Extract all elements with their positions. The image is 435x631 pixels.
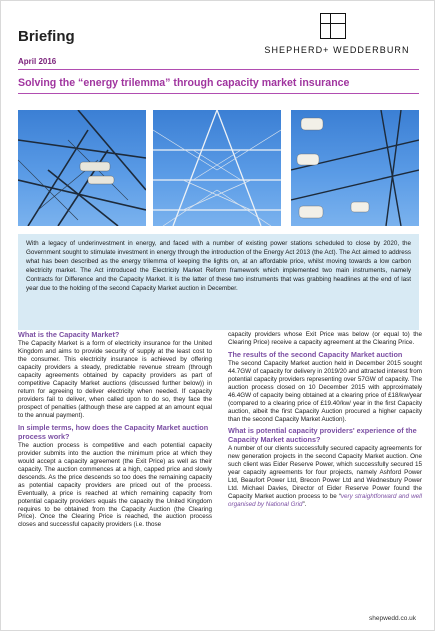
publication-date: April 2016 (18, 57, 57, 66)
photo-lattice-pylon (153, 110, 281, 226)
heading-second-auction-results: The results of the second Capacity Market auction (228, 349, 403, 359)
paragraph-capacity-market: The Capacity Market is a form of electricity insurance for the United Kingdom and aims to provide security of supply at the least cost to the consumer. This electricity insurance is achieved by offering capacity providers a steady, predictable revenue stream (through capacity agreements obtained by capacity providers as part of competitive Capacity Market auctions (discussed further below)) in return for agreeing to deliver electricity when needed. If capacity providers fail to deliver, when called upon to do so, they face the prospect of penalties (although these are capped at an amount equal to the annual payment). (18, 340, 212, 419)
firm-logo-text: SHEPHERD+ WEDDERBURN (264, 45, 410, 55)
website-link[interactable]: shepwedd.co.uk (369, 615, 416, 622)
heading-auction-process: In simple terms, how does the Capacity Market auction process work? (18, 423, 209, 441)
client-quote: very straightforward and well organised by National Grid (228, 492, 422, 508)
heading-what-is-capacity-market: What is the Capacity Market? (18, 330, 120, 339)
headline: Solving the “energy trilemma” through capacity market insurance (18, 77, 350, 89)
heading-provider-experience: What is potential capacity providers' experience of the Capacity Market auctions? (228, 426, 417, 444)
firm-logo-mark (320, 13, 346, 39)
paragraph-second-auction-results: The second Capacity Market auction held in December 2015 sought 44.7GW of capacity for delivery in 2019/20 and attracted interest from potential capacity providers representing over 57GW of capacity. The auction process closed on 10 December 2015 with approximately 46.4GW of capacity being obtained at a clearing price of £18/kw/year (compared to a clearing price of £19.40/kw/ year in the first Capacity auction, albeit the first Capacity Auction procured a higher capacity than the second Capacity Market Auction). (228, 360, 422, 423)
paragraph-clearing-price: capacity providers whose Exit Price was below (or equal to) the Clearing Price) receive a capacity agreement at the Clearing Price. (228, 331, 422, 346)
left-column (18, 331, 212, 529)
quote-end: ”. (302, 500, 307, 508)
right-column (228, 331, 422, 509)
photo-pylon-insulators (18, 110, 146, 226)
photo-insulator-strings (291, 110, 419, 226)
briefing-label: Briefing (18, 28, 75, 45)
intro-summary: With a legacy of underinvestment in energy, and faced with a number of existing power stations scheduled to close by 2020, the Government sought to stimulate investment in energy through the introduction of the Energy Act 2013 (the Act). The Act aimed to address what has been described as the energy trilemma of keeping the lights on, at an affordable price, whilst moving towards a low carbon electricity market. The Act introduced the Electricity Market Reform framework which implemented two main instruments, namely Contracts for Difference and the Capacity Market. It is the latter of these two instruments that was grabbing headlines at the end of last year due to the holding of the second Capacity Market auction in December. (18, 234, 419, 330)
experience-text: A number of our clients successfully secured capacity agreements for new generation projects in the second Capacity Market auction. One such client was Eider Reserve Power, which successfully secured 15 year capacity agreements for four projects, namely Ashford Power Ltd, Beaufort Power Ltd, Brecon Power Ltd and Wednesbury Power Ltd. Michael Davies, Director of Eider Reserve Power found the Capacity Market auction process to be “ (228, 445, 422, 500)
header-rule-top (18, 69, 419, 70)
paragraph-provider-experience (228, 445, 422, 508)
paragraph-auction-process: The auction process is competitive and each potential capacity provider submits into the auction the minimum price at which they would accept a capacity agreement (the Exit Price) as well as their capacity. The auction commences at a high, capped price and slowly descends. As the price descends so too does the remaining capacity as potential capacity providers are priced out of the process. Eventually, a price is reached at which remaining capacity from potential capacity providers equals the capacity the United Kingdom requires to be obtained from the Capacity Auction (the Clearing Price). Once the Clearing Price is reached, the auction process closes and successful capacity providers (i.e. those (18, 442, 212, 529)
header-rule-bottom (18, 93, 419, 94)
